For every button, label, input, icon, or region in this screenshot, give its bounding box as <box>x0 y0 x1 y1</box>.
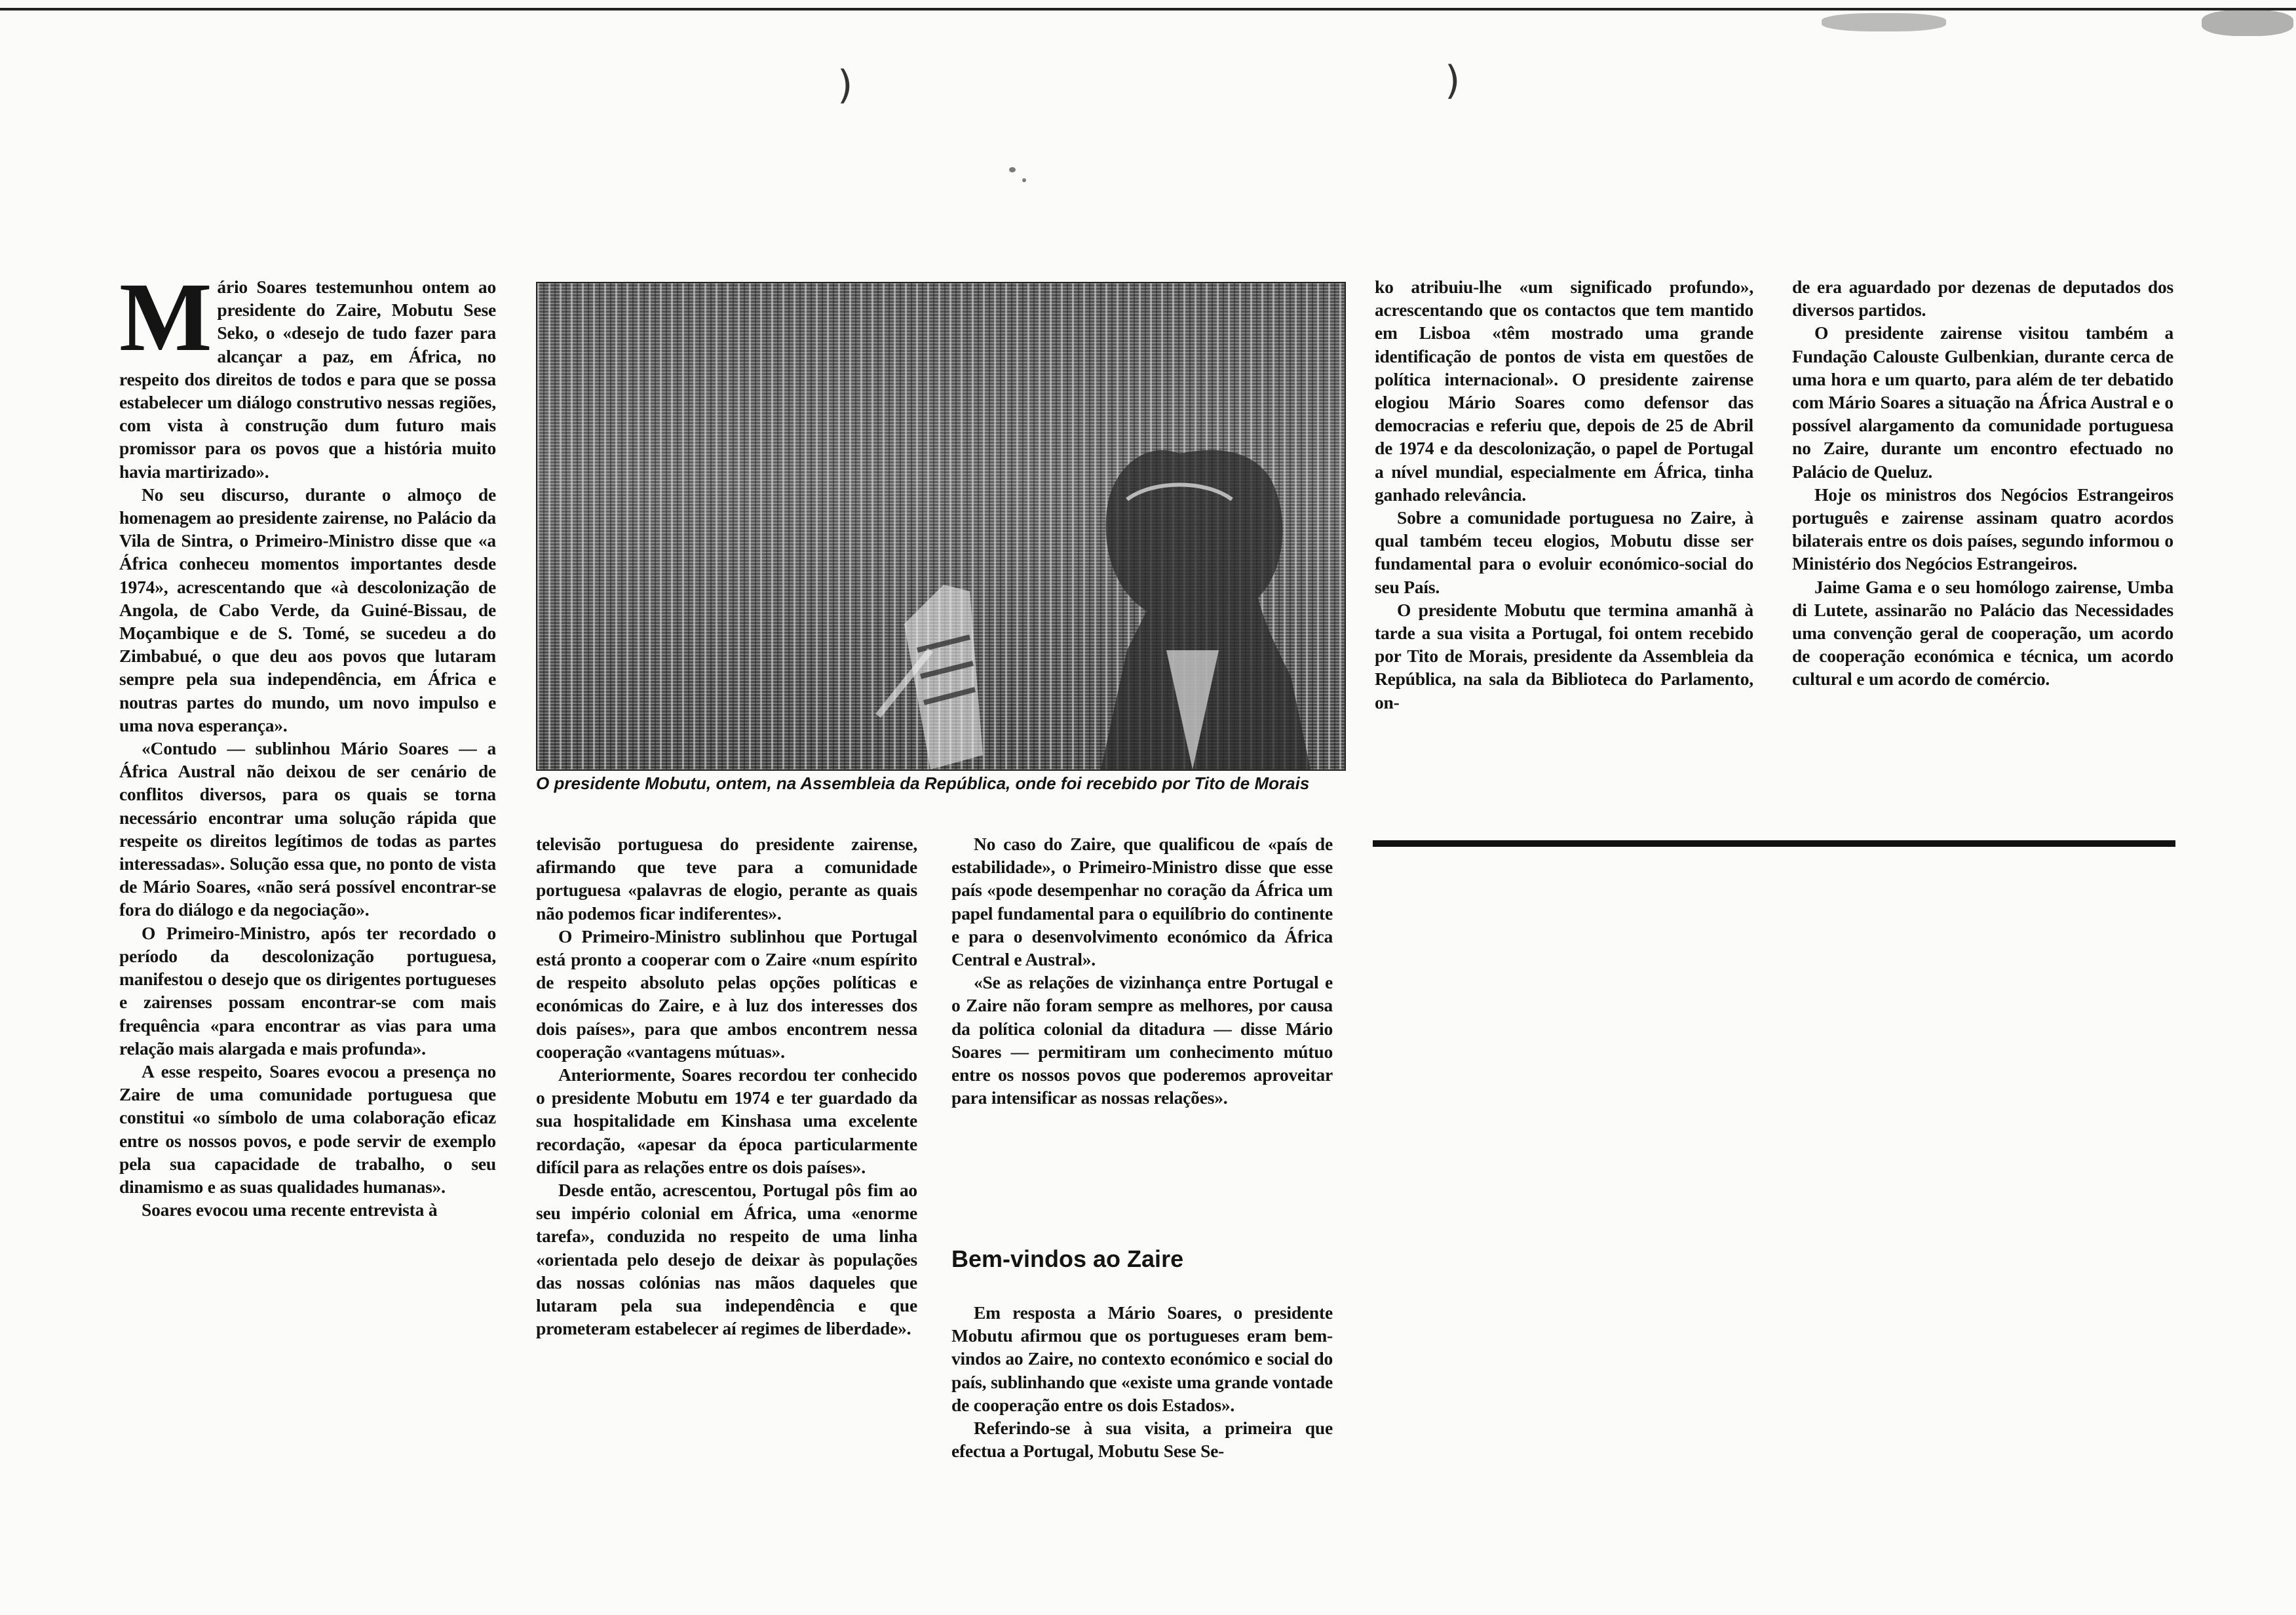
article-column-3 <box>951 832 1333 1109</box>
paragraph: ko atribuiu-lhe «um significado profundo», acrescentando que os contactos que tem mantido em Lisboa «têm mostrado uma grande identificação de pontos de vista em questões de política internacional». O presidente zairense elogiou Mário Soares como defensor das democracias e referiu que, depois de 25 de Abril de 1974 e da descolonização, o papel de Portugal a nível mundial, especialmente em África, tinha ganhado relevância. <box>1375 277 1753 505</box>
paragraph: Hoje os ministros dos Negócios Estrangeiros português e zairense assinam quatro acordos bilaterais entre os dois países, segundo informou o Ministério dos Negócios Estrangeiros. <box>1792 484 2173 574</box>
scan-speck <box>1022 178 1026 182</box>
paragraph: Jaime Gama e o seu homólogo zairense, Umba di Lutete, assinarão no Palácio das Necessidades uma convenção geral de cooperação, um acordo de cooperação económica e técnica, um acordo cultural e um acordo de comércio. <box>1792 576 2173 690</box>
subheading: Bem-vindos ao Zaire <box>951 1245 1184 1272</box>
article-column-5 <box>1792 275 2173 691</box>
paragraph: televisão portuguesa do presidente zairense, afirmando que teve para a comunidade portuguesa «palavras de elogio, perante as quais não podemos ficar indiferentes». <box>536 834 917 924</box>
paragraph: «Contudo — sublinhou Mário Soares — a África Austral não deixou de ser cenário de conflitos diversos, para os quais se torna necessário encontrar uma solução rápida que respeite os direitos legítimos de todas as partes interessadas». Solução essa que, no ponto de vista de Mário Soares, «não será possível encontrar-se fora do diálogo e da negociação». <box>119 738 496 920</box>
scan-mark: ) <box>837 62 853 108</box>
paragraph: O presidente zairense visitou também a Fundação Calouste Gulbenkian, durante cerca de uma hora e um quarto, para além de ter debatido com Mário Soares a situação na África Austral e o possível alargamento da comunidade portuguesa no Zaire, durante um encontro efectuado no Palácio de Queluz. <box>1792 322 2173 482</box>
photo-caption: O presidente Mobutu, ontem, na Assembleia da República, onde foi recebido por Tito de Morais <box>536 773 1310 793</box>
scan-speck <box>1009 167 1016 172</box>
news-photo <box>536 282 1346 771</box>
article-column-2 <box>536 832 917 1340</box>
paragraph: Soares evocou uma recente entrevista à <box>142 1199 438 1220</box>
paragraph: No seu discurso, durante o almoço de homenagem ao presidente zairense, no Palácio da Vila de Sintra, o Primeiro-Ministro disse que «a África conheceu momentos importantes desde 1974», acrescentando que «à descolonização de Angola, de Cabo Verde, da Guiné-Bissau, de Moçambique e de S. Tomé, se sucedeu a do Zimbabué, o que deu aos povos que lutaram sempre pela sua independência, em África e noutras partes do mundo, um novo impulso e uma nova esperança». <box>119 484 496 735</box>
paragraph: Anteriormente, Soares recordou ter conhecido o presidente Mobutu em 1974 e ter guardado da sua hospitalidade em Kinshasa uma excelente recordação, «apesar da época particularmente difícil para as relações entre os dois países». <box>536 1064 917 1177</box>
paragraph: No caso do Zaire, que qualificou de «país de estabilidade», o Primeiro-Ministro disse que esse país «pode desempenhar no coração da África um papel fundamental para o equilíbrio do continente e para o desenvolvimento económico da África Central e Austral». <box>951 834 1333 970</box>
drop-cap: M <box>119 263 212 372</box>
paragraph: Referindo-se à sua visita, a primeira que efectua a Portugal, Mobutu Sese Se- <box>951 1418 1333 1462</box>
paragraph: «Se as relações de vizinhança entre Portugal e o Zaire não foram sempre as melhores, por causa da política colonial da ditadura — disse Mário Soares — permitiram um conhecimento mútuo entre os nossos povos que poderemos aproveitar para intensificar as nossas relações». <box>951 972 1333 1108</box>
paragraph: O presidente Mobutu que termina amanhã à tarde a sua visita a Portugal, foi ontem recebido por Tito de Morais, presidente da Assembleia da República, na sala da Biblioteca do Parlamento, on- <box>1375 599 1753 712</box>
paragraph: A esse respeito, Soares evocou a presença no Zaire de uma comunidade portuguesa que constitui «o símbolo de uma colaboração eficaz entre os nossos povos, e pode servir de exemplo pela sua capacidade de trabalho, o seu dinamismo e as suas qualidades humanas». <box>119 1060 496 1197</box>
paragraph: ário Soares testemunhou ontem ao presidente do Zaire, Mobutu Sese Seko, o «desejo de tudo fazer para alcançar a paz, em África, no respeito dos direitos de todos e para que se possa estabelecer um diálogo construtivo nessas regiões, com vista à construção dum futuro mais promissor para os povos que a história muito havia martirizado». <box>119 277 496 482</box>
scan-smudge <box>2202 10 2293 36</box>
article-column-1 <box>119 263 496 1221</box>
article-column-3-continued <box>951 1301 1333 1462</box>
paragraph: Desde então, acrescentou, Portugal pôs fim ao seu império colonial em África, uma «enorme tarefa», conduzida no respeito de uma linha «orientada pelo desejo de deixar às populações das nossas colónias nas mãos daqueles que lutaram pela sua independência e que prometeram estabelecer aí regimes de liberdade». <box>536 1180 917 1339</box>
top-rule <box>0 8 2296 10</box>
paragraph: Em resposta a Mário Soares, o presidente Mobutu afirmou que os portugueses eram bem-vindos ao Zaire, no contexto económico e social do país, sublinhando que «existe uma grande vontade de cooperação entre os dois Estados». <box>951 1302 1333 1415</box>
article-end-rule <box>1373 840 2175 847</box>
paragraph: O Primeiro-Ministro, após ter recordado o período da descolonização portuguesa, manifestou o desejo que os dirigentes portugueses e zairenses possam encontrar-se com mais frequência «para encontrar as vias para uma relação mais alargada e mais profunda». <box>119 922 496 1059</box>
scan-mark: ) <box>1445 58 1461 104</box>
paragraph: O Primeiro-Ministro sublinhou que Portugal está pronto a cooperar com o Zaire «num espírito de respeito absoluto pelas opções políticas e económicas do Zaire, e à luz dos interesses dos dois países», para que ambos encontrem nessa cooperação «vantagens mútuas». <box>536 925 917 1062</box>
article-column-4 <box>1375 275 1753 714</box>
photo-illustration <box>537 283 1345 769</box>
paragraph: Sobre a comunidade portuguesa no Zaire, à qual também teceu elogios, Mobutu disse ser fundamental para o evoluir económico-social do seu País. <box>1375 507 1753 597</box>
scan-smudge <box>1822 13 1946 31</box>
paragraph: de era aguardado por dezenas de deputados dos diversos partidos. <box>1792 277 2173 321</box>
